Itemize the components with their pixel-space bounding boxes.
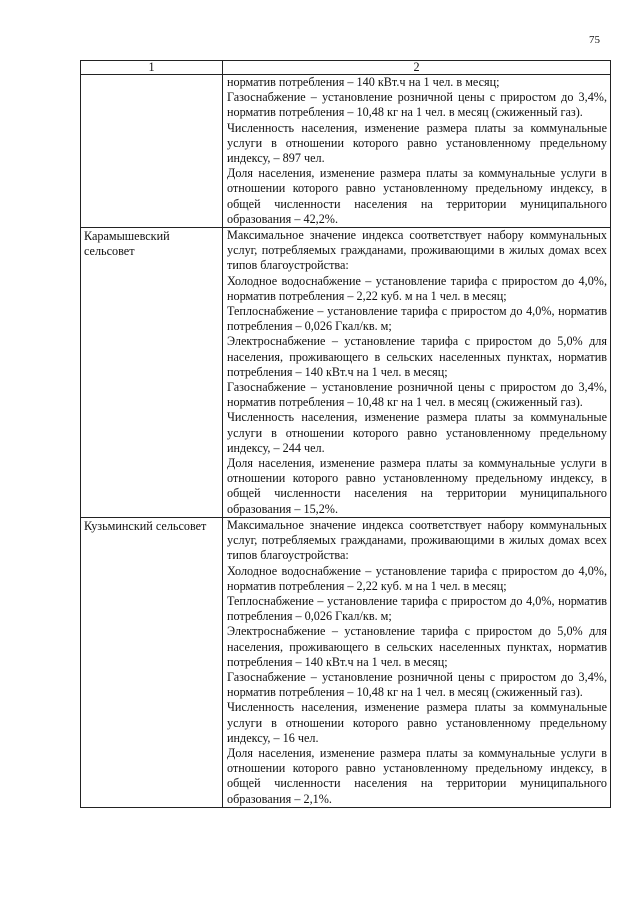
- table-body: [81, 75, 611, 808]
- description-paragraph: Электроснабжение – установление тарифа с приростом до 5,0% для населения, проживающего в сельских населенных пунктах, норматив потребления – 140 кВт.ч на 1 чел. в месяц;: [227, 624, 607, 669]
- municipality-name: Кузьминский сельсовет: [81, 517, 223, 807]
- table-row: [81, 517, 611, 807]
- column-header-1: 1: [81, 61, 223, 75]
- description-paragraph: Максимальное значение индекса соответствует набору коммунальных услуг, потребляемых гражданами, проживающими в жилых домах всех типов благоустройства:: [227, 228, 607, 273]
- description-paragraph: Газоснабжение – установление розничной цены с приростом до 3,4%, норматив потребления – 10,48 кг на 1 чел. в месяц (сжиженный газ).: [227, 669, 607, 700]
- header-row: [81, 61, 611, 75]
- municipality-name: Карамышевский сельсовет: [81, 228, 223, 518]
- description-paragraph: Холодное водоснабжение – установление тарифа с приростом до 4,0%, норматив потребления – 2,22 куб. м на 1 чел. в месяц;: [227, 273, 607, 303]
- index-table: [80, 60, 611, 808]
- description-paragraph: Численность населения, изменение размера платы за коммунальные услуги в отношении которого равно установленному предельному индексу, – 16 чел.: [227, 700, 607, 745]
- column-header-2: 2: [223, 61, 611, 75]
- description-paragraph: Максимальное значение индекса соответствует набору коммунальных услуг, потребляемых гражданами, проживающими в жилых домах всех типов благоустройства:: [227, 517, 607, 563]
- description-paragraph: Холодное водоснабжение – установление тарифа с приростом до 4,0%, норматив потребления – 2,22 куб. м на 1 чел. в месяц;: [227, 563, 607, 593]
- index-description: [223, 75, 611, 228]
- description-paragraph: Газоснабжение – установление розничной цены с приростом до 3,4%, норматив потребления – 10,48 кг на 1 чел. в месяц (сжиженный газ).: [227, 90, 607, 120]
- description-paragraph: Доля населения, изменение размера платы за коммунальные услуги в отношении которого равно установленному предельному индексу, в общей численности населения на территории муниципального образования – 42,2%.: [227, 166, 607, 226]
- description-paragraph: Численность населения, изменение размера платы за коммунальные услуги в отношении которого равно установленному предельному индексу, – 244 чел.: [227, 410, 607, 455]
- page-number: 75: [589, 34, 600, 46]
- description-paragraph: Газоснабжение – установление розничной цены с приростом до 3,4%, норматив потребления – 10,48 кг на 1 чел. в месяц (сжиженный газ).: [227, 380, 607, 410]
- description-paragraph: Электроснабжение – установление тарифа с приростом до 5,0% для населения, проживающего в сельских населенных пунктах, норматив потребления – 140 кВт.ч на 1 чел. в месяц;: [227, 334, 607, 379]
- description-paragraph: Доля населения, изменение размера платы за коммунальные услуги в отношении которого равно установленному предельному индексу, в общей численности населения на территории муниципального образования – 2,1%.: [227, 745, 607, 806]
- municipality-name: [81, 75, 223, 228]
- index-description: [223, 517, 611, 807]
- description-paragraph: Теплоснабжение – установление тарифа с приростом до 4,0%, норматив потребления – 0,026 Гкал/кв. м;: [227, 593, 607, 624]
- table-row: [81, 228, 611, 518]
- description-paragraph: Доля населения, изменение размера платы за коммунальные услуги в отношении которого равно установленному предельному индексу, в общей численности населения на территории муниципального образования – 15,2%.: [227, 456, 607, 516]
- index-description: [223, 228, 611, 518]
- table-row: [81, 75, 611, 228]
- description-paragraph: Численность населения, изменение размера платы за коммунальные услуги в отношении которого равно установленному предельному индексу, – 897 чел.: [227, 120, 607, 166]
- description-paragraph: норматив потребления – 140 кВт.ч на 1 чел. в месяц;: [227, 75, 500, 89]
- description-paragraph: Теплоснабжение – установление тарифа с приростом до 4,0%, норматив потребления – 0,026 Гкал/кв. м;: [227, 304, 607, 334]
